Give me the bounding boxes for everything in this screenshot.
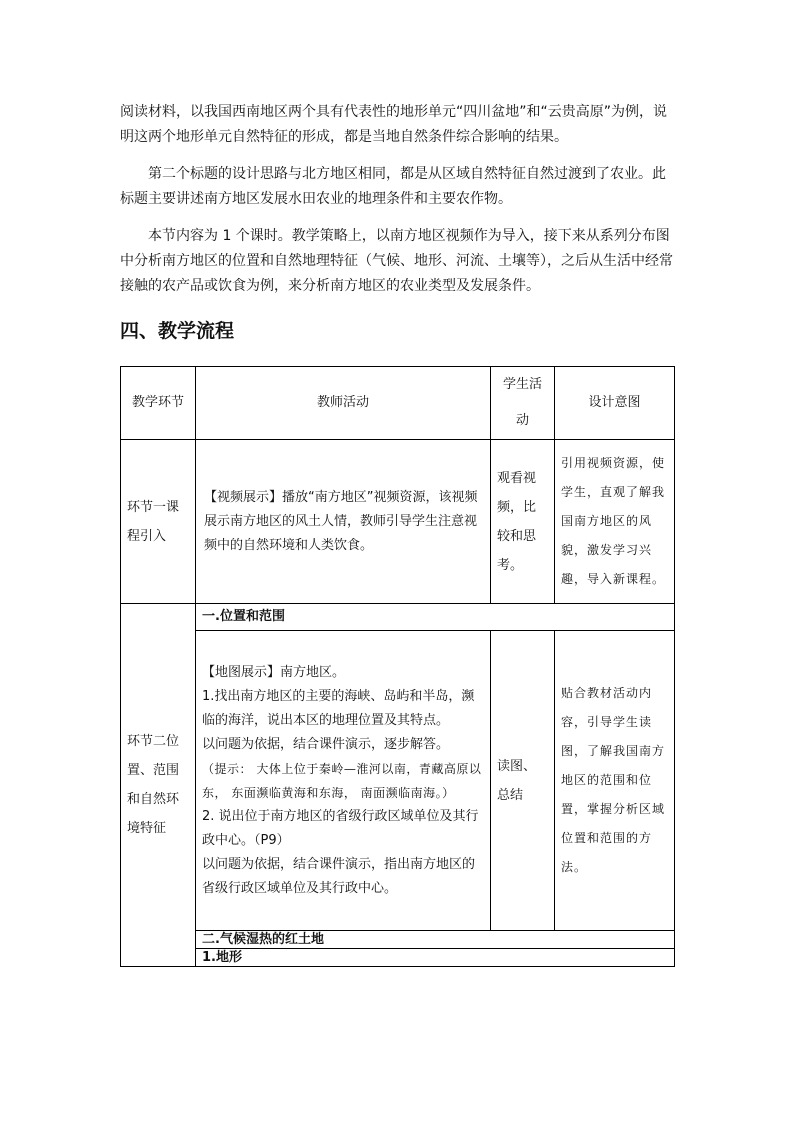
row2-teacher-line: 以问题为依据，结合课件演示，指出南方地区的省级行政区域单位及其行政中心。 (202, 856, 476, 896)
header-intent: 设计意图 (555, 367, 675, 440)
row2-teacher-line: 1.找出南方地区的主要的海峡、岛屿和半岛，濒临的海洋，说出本区的地理位置及其特点。 (202, 688, 475, 728)
row2-hint: （提示： 大体上位于秦岭—淮河以南，青藏高原以东， 东面濒临黄海和东海， 南面濒临南海。） (202, 761, 482, 800)
row2-teacher-line: 2. 说出位于南方地区的省级行政区域单位及其行政中心。（P9） (202, 808, 479, 848)
row1-intent: 引用视频资源，使学生，直观了解我国南方地区的风貌，激发学习兴趣，导入新课程。 (555, 440, 675, 604)
table-row (121, 931, 675, 949)
row2-teacher (196, 631, 491, 931)
table-header-row (121, 367, 675, 440)
section-heading: 四、教学流程 (120, 320, 235, 342)
header-teacher: 教师活动 (196, 367, 491, 440)
intro-paragraph-1: 阅读材料，以我国西南地区两个具有代表性的地形单元“四川盆地”和“云贵高原”为例，说明这两个地形单元自然特征的形成，都是当地自然条件综合影响的结果。 (120, 104, 668, 145)
table-row (121, 949, 675, 967)
row2-intent: 贴合教材活动内容，引导学生读图，了解我国南方地区的范围和位置，掌握分析区域位置和范围的方法。 (555, 631, 675, 931)
section-title-location: 一.位置和范围 (196, 604, 675, 631)
row1-teacher: 【视频展示】播放“南方地区”视频资源，该视频展示南方地区的风土人情，教师引导学生注意视频中的自然环境和人类饮食。 (196, 440, 491, 604)
row2-teacher-line: 【地图展示】南方地区。 (202, 664, 346, 680)
teaching-flow-table (120, 366, 675, 967)
row1-stage: 环节一课程引入 (121, 440, 196, 604)
section-title-climate: 二.气候湿热的红土地 (196, 931, 675, 949)
row1-student: 观看视频，比较和思考。 (491, 440, 555, 604)
row2-teacher-line: 以问题为依据，结合课件演示，逐步解答。 (202, 736, 450, 752)
table-row (121, 440, 675, 604)
header-stage: 教学环节 (121, 367, 196, 440)
intro-paragraph-3: 本节内容为 1 个课时。教学策略上，以南方地区视频作为导入，接下来从系列分布图中分析南方地区的位置和自然地理特征（气候、地形、河流、土壤等），之后从生活中经常接触的农产品或饮食为例，来分析南方地区的农业类型及发展条件。 (120, 228, 673, 294)
section-title-terrain: 1.地形 (196, 949, 675, 967)
row2-stage: 环节二位置、范围和自然环境特征 (121, 604, 196, 967)
intro-paragraph-2: 第二个标题的设计思路与北方地区相同，都是从区域自然特征自然过渡到了农业。此标题主要讲述南方地区发展水田农业的地理条件和主要农作物。 (120, 166, 666, 207)
header-student: 学生活动 (491, 367, 555, 440)
row2-student: 读图、总结 (491, 631, 555, 931)
table-row (121, 631, 675, 931)
table-row (121, 604, 675, 631)
